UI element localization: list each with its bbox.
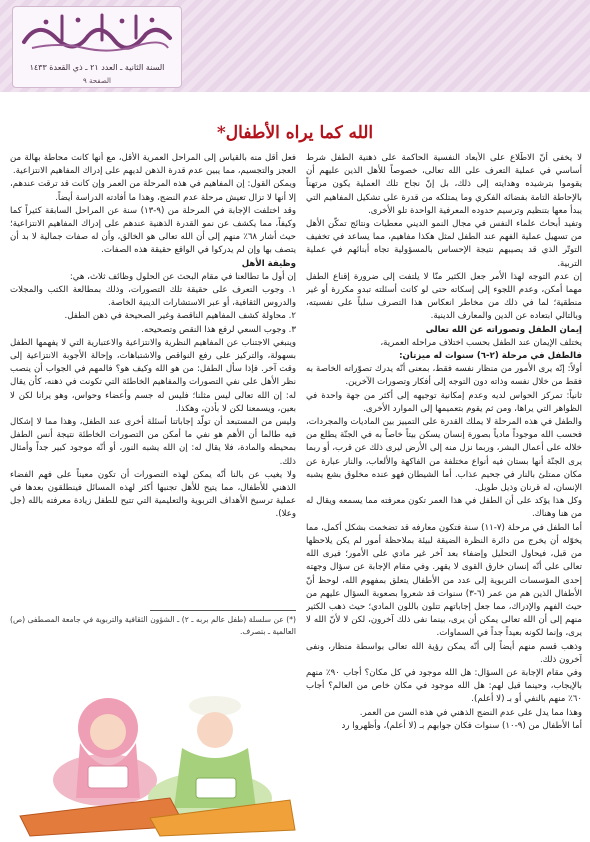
right-column-paragraph: يختلف الإيمان عند الطفل بحسب اختلاف مراحله العمرية، — [380, 337, 582, 348]
left-column-paragraph: إن أول ما تطالعنا في مقام البحث عن الحلول وظائف ثلاث، هي: — [69, 271, 296, 282]
left-column-paragraph: فعل أقل منه بالقياس إلى المراحل العمرية الأقل، مع أنها كانت محاطة بهالة من العجز والتجسيم، مما يبين عدم قدرة الذهن لديهم على إدراك المفاهيم الانتزاعية. — [10, 153, 296, 177]
left-column-paragraph: ٢. محاولة كشف المفاهيم الناقصة وغير الصحيحة في ذهن الطفل. — [64, 311, 296, 322]
left-column-paragraph: وليس من المستبعد أن تولّد إجاباتنا أسئلة أخرى عند الطفل، وهذا مما لا إشكال فيه طالما أن الأهم هو نفي ما أمكن من التصورات الخاطئة نتيجة أنس الطفل بمحيطه والمادة، فلا يقال له: إن الله يشبه النور، أو أنّه موجود كبير جداً وأمثال ذلك. — [10, 417, 296, 467]
masthead — [0, 0, 590, 100]
right-column-paragraph: أولاً: إنّه يرى الأمور من منظار نفسه فقط، بمعنى أنّه يدرك تصوّراته الخاصة به فقط من خلال نفسه وذاته دون التوجه إلى أفكار وتصورات الآخرين. — [306, 364, 582, 388]
right-column-paragraph: لا يخفى أنّ الاطّلاع على الأبعاد النفسية الحاكمة على ذهنية الطفل شرط أساسي في عملية التعرف على الله تعالى، خصوصاً للأهل الذين عليهم أن يقوموا بترشيده وهدايته إلى ذلك، بل إنّ نجاح تلك العملية يكون مرتهناً بالإحاطة التامة بفضائه الفكري وما يمتلكه من قدرة على تشكيل المفاهيم التي يبدأ معها بتنظيم وترسيم حدوده المعرفية الواحدة تلو الأخرى. — [306, 153, 582, 216]
title-footnote-marker: * — [216, 123, 226, 143]
right-column-paragraph: إن عدم التوجه لهذا الأمر جعل الكثير منّا لا يلتفت إلى ضرورة إقناع الطفل مهما أمكن، وعدم اللجوء إلى إسكاته حتى لو كانت أسئلته تبدو مكررة أو غير منطقية؛ لما في ذلك من مخاطر انعكاس هذا التصرف سلباً على نفسيته، وبالتالي ابتعاده عن الدين والمعارف الدينية. — [306, 271, 582, 322]
right-column-paragraph: وكل هذا يؤكد على أن الطفل في هذا العمر تكون معرفته مما يسمعه ويقال له من هنا وهناك. — [306, 496, 582, 520]
right-column-paragraph: فالطفل في مرحلة (٢-٦) سنوات له ميزتان: — [399, 351, 582, 362]
right-column-paragraph: وتفيد أبحاث علماء النفس في مجال النمو الديني معطيات ونتائج تمكّن الأهل من تسهيل عملية الفهم عند الطفل لمثل هكذا مفاهيم، مما يساعد في تخفيف التوتّر الذي قد يصيبهم نتيجة الإحساس بالمسؤولية تجاه أبنائهم في عملية التربية. — [306, 219, 582, 269]
right-column-paragraph: ثانياً: تمركز الحواس لديه وعدم إمكانية توجيهه إلى أكثر من جهة واحدة في الظواهر التي يراها، ومن ثم يقوم بتعميمها إلى الموارد الأخرى. — [306, 390, 582, 414]
article-title — [150, 120, 440, 146]
right-column-paragraph: والطفل في هذه المرحلة لا يملك القدرة على التمييز بين الماديات والمجردات، فحسب الله موجوداً مادياً بصورة إنسان يسكن بيتاً خاصاً به في الجنّة يطلع من خلاله على أعمال البشر، وربما نزل منه إلى الأرض ليرى ذلك عن قرب، أو ربما يرى الجنّة أنها بستان فيه أنواع مختلفة من الفاكهة والألعاب، والنار عبارة عن مكان ممتلئ بالنار في جحيم عذاب. أما الشيطان فهو عنده مخلوق بشع يشبه الإنسان، له قرنان وذيل طويل. — [306, 417, 582, 494]
left-column-paragraph: ١. وجوب التعرف على حقيقة تلك التصورات، وذلك بمطالعة الكتب والمجلات والدروس الثقافية، أو عبر الاستشارات الدينية الخاصة. — [10, 285, 296, 309]
right-column-paragraph: وهذا مما يدل على عدم النضج الذهني في هذه السن من العمر. — [359, 707, 582, 718]
left-column-paragraph: وظيفة الأهل — [241, 258, 296, 269]
page-label: الصفحة ٩ — [83, 77, 111, 85]
right-column-paragraph: أما الأطفال من (٩-١٠) سنوات فكان جوابهم بـ (لا أعلم)، وأظهروا رد — [341, 720, 582, 731]
left-column-paragraph: ولا يغيب عن بالنا أنّه يمكن لهذه التصورات أن تكون معيناً على فهم الفضاء الذهني للأطفال، مما يتيح للأهل تجنبها أكثر لهذه المسائل فينطلقون بعدها في عملية ترسيخ الأهداف التربوية والتعليمية التي تتيح للطفل زيادة معرفته بالله (جل وعلا). — [10, 469, 296, 520]
left-column-paragraph: ويمكن القول: إن المفاهيم في هذه المرحلة من العمر وإن كانت قد ترقت عندهم، إلا أنها لا تزال تعيش مرحلة عدم النضج، وهذا ما أفادته الدراسة أيضاً. — [10, 179, 296, 203]
footnote: (*) عن سلسلة (طفل عالم بربه ـ ٢) ـ الشؤون الثقافية والتربوية في جامعة المصطفى (ص) العالمية ـ بتصرف. — [10, 615, 296, 636]
illustration-children-reading-quran — [10, 648, 300, 838]
right-column-paragraph: وذهب قسم منهم أيضاً إلى أنّه يمكن رؤية الله تعالى بواسطة منظار، ونفى آخرون ذلك. — [306, 641, 582, 665]
article-column-right — [306, 152, 582, 836]
article-column-left — [10, 152, 296, 622]
left-column-paragraph: ٣. وجوب السعي لرفع هذا النقص وتصحيحه. — [141, 324, 296, 335]
left-column-paragraph: وينبغي الاجتناب عن المفاهيم النظرية والانتزاعية والاعتبارية التي لا يفهمها الطفل بسهولة، والتركيز على رفع النواقص والاشتباهات، وإحالة الأجوبة الانتزاعية إلى وقت آخر. فإذا سأل الطفل: من هو الله وكيف هو؟ فالمهم في الجواب أن ينصب نظر الأهل على نفي التصورات والمفاهيم الخاطئة التي تكونت في ذهنه، كأن يقال له: إن الله تعالى ليس مثلنا؛ فليس له جسم وأعضاء وحواس، وهو يرانا لكن لا بعين، ويسمعنا لكن لا بأذن، وهكذا. — [10, 337, 296, 414]
issue-line: السنة الثانية ـ العدد ٢١ ـ ذي القعدة ١٤٣٣ — [29, 63, 165, 72]
left-column-paragraph: وقد اختلفت الإجابة في المرحلة من (٩-١٣) سنة عن المراحل السابقة كثيراً كما وكيفاً، مما يكشف عن نمو القدرة الذهنية عندهم على إدراك المفاهيم الانتزاعية؛ حيث أشار ٦٨٪ منهم إلى أن الله تعالى هو الخالق، وأن له صفات جمالية لا بد أن يتصف بها وإن لم يدركوا في الواقع حقيقة هذه الصفات. — [10, 205, 296, 256]
logo-calligraphy — [18, 12, 176, 56]
right-column-paragraph: وفي مقام الإجابة عن السؤال: هل الله موجود في كل مكان؟ أجاب ٩٠٪ منهم بالإيجاب، وحينما قيل لهم: هل الله موجود في مكان خاص من العالم؟ أجاب ٦٠٪ منهم بالنفي أو بـ (لا أعلم). — [306, 667, 582, 705]
right-column-paragraph: أما الطفل في مرحلة (٧-١١) سنة فتكون معارفه قد تضخمت بشكل أكمل، مما يخوّله أن يخرج من دائرة النظرة الضيقة لبيئة بملاحظة أمور لم يكن يلاحظها من قبل، فيحاول التحليل وإضفاء بعد آخر غير مادي على الأمور؛ فيرى الله تعالى على أنّه إنسان خارق القوى لا يقهر. وفي مقام الإجابة عن سؤال وجهته إحدى المؤسسات التربوية إلى عدد من الأطفال يتعلق بمفهوم الله، لوحظ أنّ الأطفال الذين هم من عمر (٦-٣) سنوات قد شعروا بصعوبة السؤال عليهم من حيث الفهم والإدراك، مما جعل إجاباتهم تتلون باللون المادي؛ حيث ذهب الكثير منهم إلى أن الله تعالى يمكن أن يرى، بينما نفى ذلك آخرون، لكن لا لأنّ الله لا يرى، وإنما لكونه بعيداً جداً في السماوات. — [306, 522, 582, 639]
article-title-text: الله كما يراه الأطفال — [225, 123, 374, 143]
right-column-paragraph: إيمان الطفل وتصوراته عن الله تعالى — [425, 324, 582, 335]
footnote-rule — [150, 610, 296, 611]
